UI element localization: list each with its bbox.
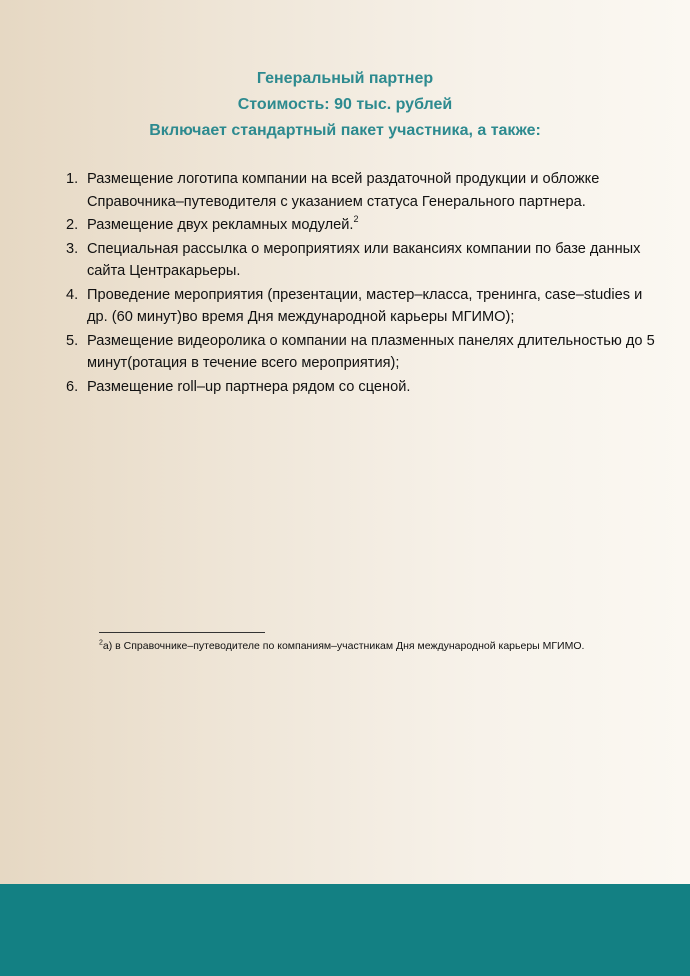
partner-header bbox=[0, 66, 690, 144]
list-item bbox=[66, 376, 666, 399]
item-number: 2. bbox=[66, 217, 79, 233]
item-number: 1. bbox=[66, 171, 79, 187]
list-item bbox=[66, 330, 666, 375]
item-text: Размещение roll–up партнера рядом со сценой. bbox=[87, 378, 411, 395]
footnote-text: а) в Справочнике–путеводителе по компаниям–участникам Дня международной карьеры МГИМО. bbox=[102, 640, 585, 652]
list-item bbox=[66, 284, 666, 329]
item-number: 4. bbox=[66, 286, 79, 303]
list-item bbox=[66, 214, 666, 237]
list-item bbox=[66, 238, 666, 283]
partner-price: Стоимость: 90 тыс. рублей bbox=[237, 96, 453, 113]
footnote-marker: 2 bbox=[99, 639, 103, 647]
item-number: 3. bbox=[66, 240, 79, 257]
item-text: Размещение видеоролика о компании на плазменных панелях длительностью до 5 минут(ротация в течение всего мероприятия); bbox=[87, 332, 655, 371]
item-text: Размещение логотипа компании на всей раздаточной продукции и обложке Справочника–путеводителя с указанием статуса Генерального партнера. bbox=[87, 171, 600, 210]
benefits-list bbox=[66, 168, 666, 399]
footnote bbox=[99, 639, 584, 653]
item-number: 5. bbox=[66, 332, 79, 349]
item-text: Размещение двух рекламных модулей. bbox=[87, 217, 354, 233]
partner-includes: Включает стандартный пакет участника, а также: bbox=[149, 122, 541, 139]
item-text: Проведение мероприятия (презентации, мастер–класса, тренинга, case–studies и др. (60 минут)во время Дня международной карьеры МГИМО); bbox=[87, 286, 643, 325]
list-item bbox=[66, 168, 666, 213]
footnote-reference: 2 bbox=[353, 214, 359, 225]
footer-band bbox=[0, 884, 690, 976]
item-text: Специальная рассылка о мероприятиях или вакансиях компании по базе данных сайта Центракарьеры. bbox=[87, 240, 641, 279]
item-number: 6. bbox=[66, 378, 79, 395]
partner-title: Генеральный партнер bbox=[256, 70, 434, 87]
footnote-divider bbox=[99, 632, 265, 633]
